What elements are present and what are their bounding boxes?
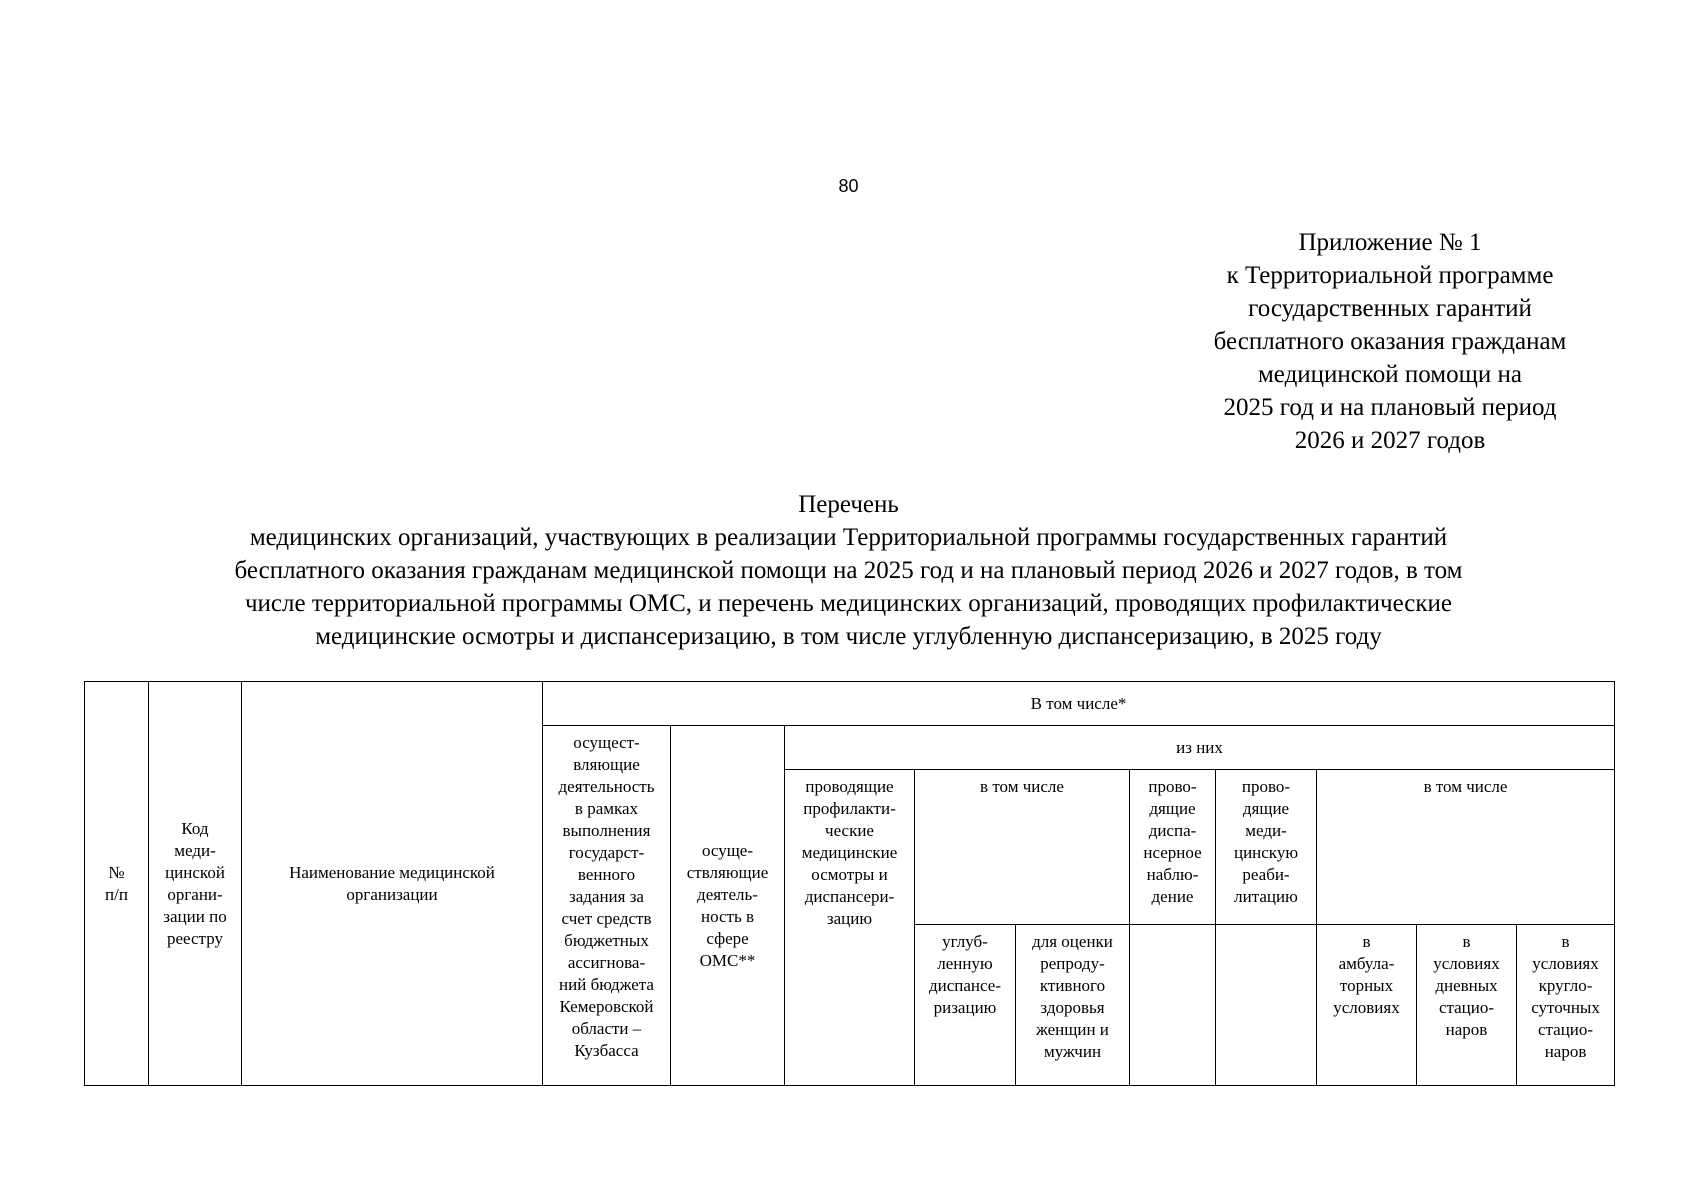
title-line: числе территориальной программы ОМС, и перечень медицинских организаций, проводящих профилактические [244, 590, 1453, 617]
header-round-clock: в условиях кругло- суточных стацио- наров [1517, 925, 1615, 1086]
appendix-header [1120, 226, 1660, 457]
header-in-depth: углуб- ленную диспансе- ризацию [915, 925, 1016, 1086]
appendix-line: к Территориальной программе [1226, 262, 1554, 289]
header-org-name: Наименование медицинской организации [242, 682, 543, 1086]
header-reproductive: для оценки репроду- ктивного здоровья женщин и мужчин [1016, 925, 1130, 1086]
header-budget: осущест- вляющие деятельность в рамках выполнения государст- венного задания за счет средств бюджетных ассигнова- ний бюджета Кемеровской области – Кузбасса [543, 726, 671, 1086]
title-line: бесплатного оказания гражданам медицинской помощи на 2025 год и на плановый период 2026 и 2027 годов, в том [234, 557, 1463, 584]
header-org-code: Код меди- цинской органи- зации по реестру [149, 682, 242, 1086]
header-group-including-1: в том числе [915, 770, 1130, 925]
appendix-line: 2025 год и на плановый период [1223, 394, 1557, 421]
page-number: 80 [838, 176, 859, 196]
header-group-of-them: из них [785, 726, 1615, 770]
empty-cell [1130, 925, 1216, 1086]
header-number: № п/п [85, 682, 149, 1086]
header-outpatient: в амбула- торных условиях [1317, 925, 1417, 1086]
header-rehab: прово- дящие меди- цинскую реаби- литацию [1216, 770, 1317, 925]
header-prophylactic: проводящие профилакти- ческие медицинские осмотры и диспансери- зацию [785, 770, 915, 1086]
appendix-line: Приложение № 1 [1298, 229, 1482, 256]
header-group-including-2: в том числе [1317, 770, 1615, 925]
appendix-line: медицинской помощи на [1257, 361, 1522, 388]
header-group-including: В том числе* [543, 682, 1615, 726]
empty-cell [1216, 925, 1317, 1086]
appendix-line: государственных гарантий [1248, 295, 1532, 322]
appendix-line: бесплатного оказания гражданам [1213, 328, 1567, 355]
title-line: Перечень [798, 491, 899, 518]
header-dispensary: прово- дящие диспа- нсерное наблю- дение [1130, 770, 1216, 925]
document-title [0, 488, 1697, 653]
title-line: медицинские осмотры и диспансеризацию, в том числе углубленную диспансеризацию, в 2025 году [315, 623, 1382, 650]
appendix-line: 2026 и 2027 годов [1294, 427, 1486, 454]
title-line: медицинских организаций, участвующих в реализации Территориальной программы государственных гарантий [249, 524, 1448, 551]
header-day-hospital: в условиях дневных стацио- наров [1417, 925, 1517, 1086]
organizations-table [84, 681, 1615, 1086]
header-oms: осуще- ствляющие деятель- ность в сфере ОМС** [671, 726, 785, 1086]
